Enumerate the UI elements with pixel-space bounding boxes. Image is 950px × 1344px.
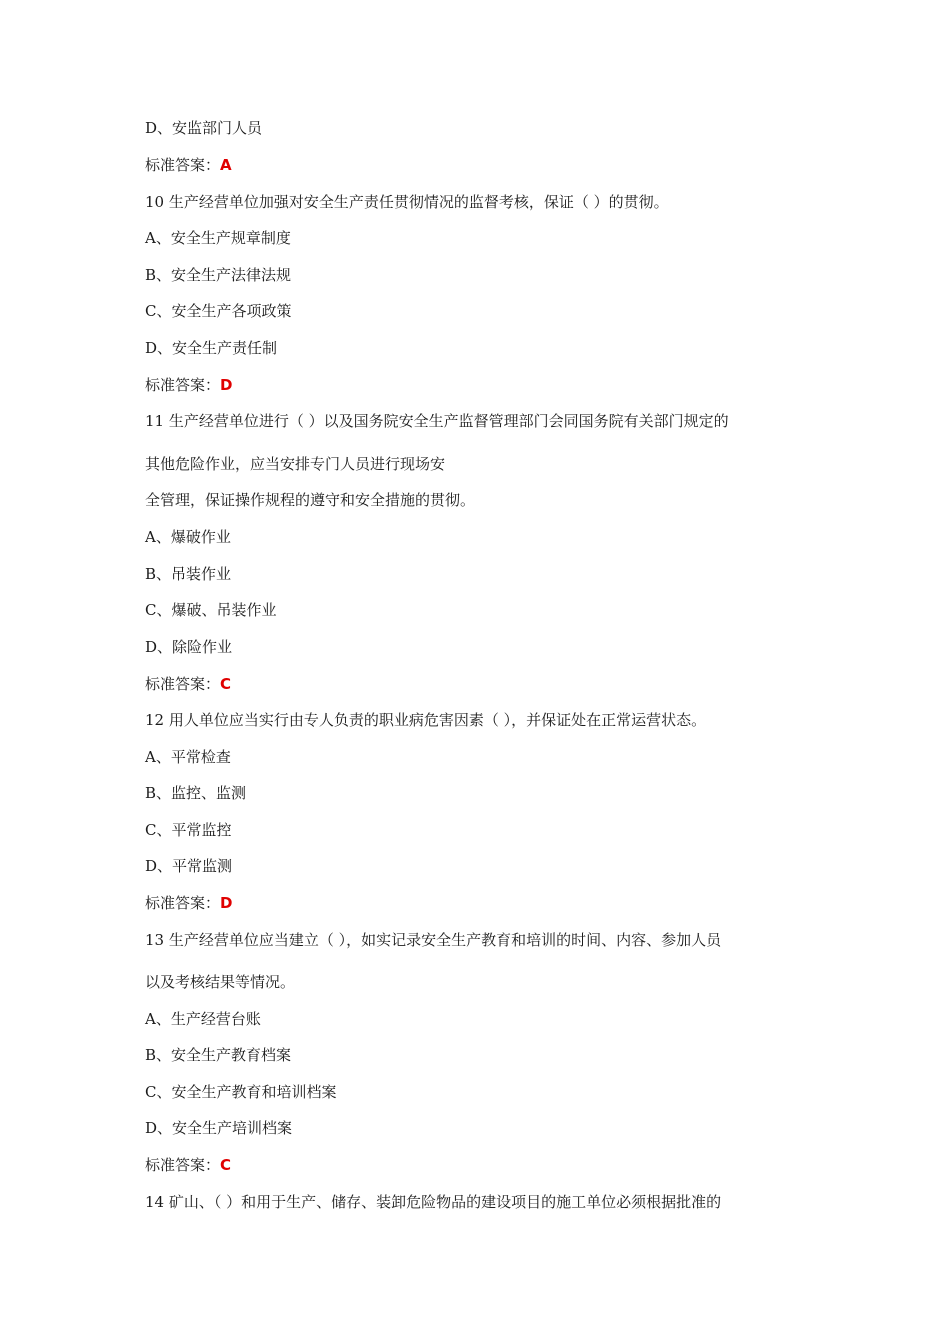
answer-label: 标准答案：	[145, 376, 221, 394]
answer-label: 标准答案：	[145, 156, 221, 174]
question-11-text-cont: 其他危险作业，应当安排专门人员进行现场安	[145, 455, 446, 473]
option-d: D、安全生产责任制	[145, 339, 278, 357]
question-11-text: 11 生产经营单位进行（ ）以及国务院安全生产监督管理部门会同国务院有关部门规定的	[145, 412, 729, 430]
option-d: D、平常监测	[145, 857, 233, 875]
answer-line	[145, 375, 232, 395]
answer-line	[145, 674, 231, 694]
option-d: D、安监部门人员	[145, 119, 263, 137]
answer-label: 标准答案：	[145, 894, 221, 912]
answer-value: C	[220, 1156, 232, 1174]
question-13-text-cont: 以及考核结果等情况。	[145, 973, 296, 991]
option-b: B、安全生产教育档案	[145, 1046, 292, 1064]
question-10-text: 10 生产经营单位加强对安全生产责任贯彻情况的监督考核，保证（ ）的贯彻。	[145, 193, 669, 211]
question-13-text: 13 生产经营单位应当建立（ ），如实记录安全生产教育和培训的时间、内容、参加人员	[145, 931, 722, 949]
answer-value: C	[220, 675, 232, 693]
answer-value: A	[220, 156, 232, 174]
option-c: C、安全生产各项政策	[145, 302, 292, 320]
option-b: B、安全生产法律法规	[145, 266, 292, 284]
question-14-text: 14 矿山、（ ）和用于生产、储存、装卸危险物品的建设项目的施工单位必须根据批准的	[145, 1193, 722, 1211]
answer-value: D	[220, 894, 233, 912]
option-b: B、吊装作业	[145, 565, 232, 583]
option-c: C、爆破、吊装作业	[145, 601, 277, 619]
answer-line	[145, 155, 232, 175]
option-c: C、安全生产教育和培训档案	[145, 1083, 337, 1101]
answer-label: 标准答案：	[145, 675, 221, 693]
option-a: A、爆破作业	[145, 528, 231, 546]
option-d: D、除险作业	[145, 638, 233, 656]
answer-label: 标准答案：	[145, 1156, 221, 1174]
option-a: A、生产经营台账	[145, 1010, 261, 1028]
option-d: D、安全生产培训档案	[145, 1119, 293, 1137]
option-c: C、平常监控	[145, 821, 232, 839]
question-12-text: 12 用人单位应当实行由专人负责的职业病危害因素（ ），并保证处在正常运营状态。	[145, 711, 707, 729]
answer-line	[145, 1155, 231, 1175]
question-11-text-cont: 全管理，保证操作规程的遵守和安全措施的贯彻。	[145, 491, 476, 509]
option-a: A、平常检查	[145, 748, 231, 766]
answer-line	[145, 893, 232, 913]
answer-value: D	[220, 376, 233, 394]
option-b: B、监控、监测	[145, 784, 247, 802]
option-a: A、安全生产规章制度	[145, 229, 291, 247]
